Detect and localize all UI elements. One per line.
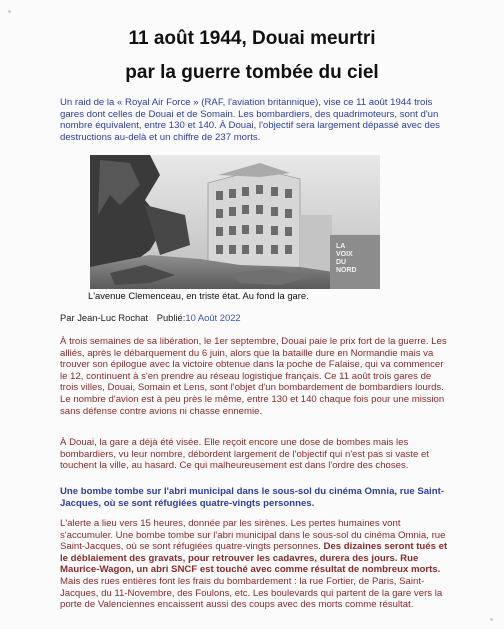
- paragraph-2: À Douai, la gare a déjà été visée. Elle reçoit encore une dose de bombes mais les bombardiers, vu leur nombre, débordent largement de l'objectif qui n'est pas si vaste et touchent la ville, au hasard. Ce qui malheureusement est dans l'ordre des choses.: [60, 437, 429, 472]
- photo-caption: L'avenue Clemenceau, en triste état. Au fond la gare.: [88, 290, 309, 301]
- paragraph-4: [60, 518, 450, 611]
- article-title-line-1: 11 août 1944, Douai meurtri: [128, 28, 376, 49]
- logo-line-1: LA: [336, 243, 346, 250]
- publish-date: 10 Août 2022: [185, 312, 241, 323]
- paragraph-3-highlight: Une bombe tombe sur l'abri municipal dans le sous-sol du cinéma Omnia, rue Saint-Jacques, où se sont réfugiées quatre-vingts personnes.: [60, 486, 444, 509]
- scan-dot: [8, 10, 11, 13]
- paragraph-4-bold: Des dizaines seront tués et le déblaiement des gravats, pour retrouver les cadavres, durera des jours. Rue Maurice-Wagon, un abri SNCF est touché avec comme résultat de nombreux morts.: [60, 541, 448, 576]
- scan-dot: [490, 618, 493, 621]
- published-label: Publié:: [156, 312, 186, 323]
- article-photo: [90, 155, 380, 289]
- logo-line-4: NORD: [336, 267, 357, 274]
- paragraph-1: À trois semaines de sa libération, le 1er septembre, Douai paie le prix fort de la guerre. Les alliés, après le débarquement du 6 juin, alors que la bataille dure en Normandie mais va trouver son épilogue avec la victoire obtenue dans la poche de Falaise, qui va commencer le 12, continuent à s'en prendre au réseau logistique français. Ce 11 août trois gares de trois villes, Douai, Somain et Lens, sont l'objet d'un bombardement de bombardiers lourds. Le nombre d'avion est à peu près le même, entre 130 et 140 chaque fois pour une mission sans défense contre avions ni chasse ennemie.: [60, 336, 447, 417]
- paragraph-4-part-c: Mais des rues entières font les frais du bombardement : la rue Fortier, de Paris, Saint-Jacques, du 11-Novembre, des Foulons, etc. Les boulevards qui partent de la gare vers la porte de Valenciennes encaissent aussi des coups avec des morts comme résultat.: [60, 575, 443, 611]
- logo-line-2: VOIX: [336, 251, 353, 258]
- paragraph-4-part-a: L'alerte a lieu vers 15 heures, donnée par les sirènes. Les pertes humaines vont s'accumuler. Une bombe tombe sur l'abri municipal dans le sous-sol du cinéma Omnia, rue Saint-Jacques, où se sont réfugiées quatre-vingts personnes.: [60, 518, 446, 553]
- article-intro: Un raid de la « Royal Air Force » (RAF, l'aviation britannique), vise ce 11 août 1944 trois gares dont celles de Douai et de Somain. Les bombardiers, des quadrimoteurs, sont d'un nombre équivalent, entre 130 et 140. À Douai, l'objectif sera largement dépassé avec des destructions au-delà et un chiffre de 237 morts.: [60, 97, 440, 143]
- newspaper-logo: [336, 243, 357, 275]
- article-title-line-2: par la guerre tombée du ciel: [125, 62, 379, 83]
- byline: [60, 312, 450, 323]
- author: Par Jean-Luc Rochat: [60, 312, 149, 323]
- logo-line-3: DU: [336, 259, 347, 266]
